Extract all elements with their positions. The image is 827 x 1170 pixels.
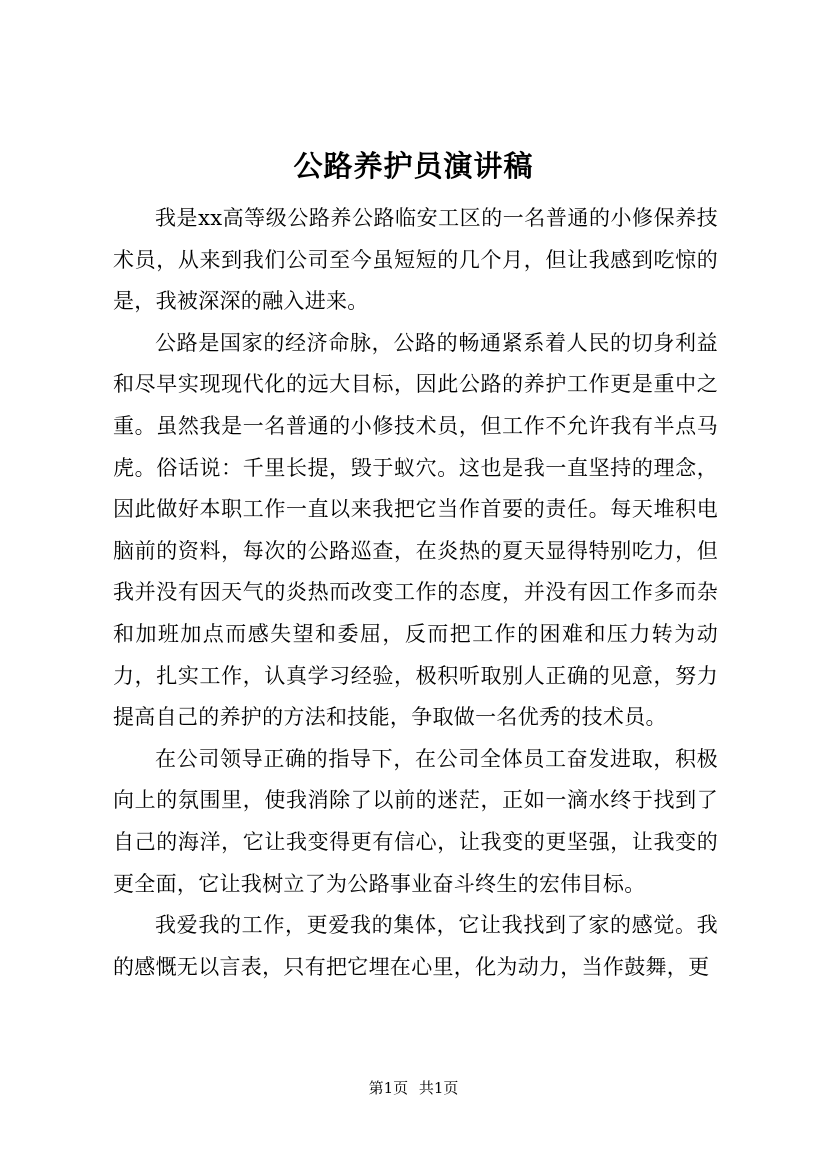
page-number: 第1页 <box>368 1079 409 1097</box>
paragraph: 公路是国家的经济命脉，公路的畅通紧系着人民的切身利益和尽早实现现代化的远大目标，因此公路的养护工作更是重中之重。虽然我是一名普通的小修技术员，但工作不允许我有半点马虎。俗话说：千里长提，毁于蚁穴。这也是我一直坚持的理念，因此做好本职工作一直以来我把它当作首要的责任。每天堆积电脑前的资料，每次的公路巡查，在炎热的夏天显得特别吃力，但我并没有因天气的炎热而改变工作的态度，并没有因工作多而杂和加班加点而感失望和委屈，反而把工作的困难和压力转为动力，扎实工作，认真学习经验，极积听取别人正确的见意，努力提高自己的养护的方法和技能，争取做一名优秀的技术员。 <box>113 330 718 730</box>
page-footer <box>0 1078 827 1098</box>
document-title: 公路养护员演讲稿 <box>293 149 534 183</box>
paragraph: 我爱我的工作，更爱我的集体，它让我找到了家的感觉。我的感慨无以言表，只有把它埋在心里，化为动力，当作鼓舞，更 <box>113 913 718 979</box>
document-body <box>113 198 718 988</box>
page-total: 共1页 <box>418 1079 459 1097</box>
paragraph: 我是xx高等级公路养公路临安工区的一名普通的小修保养技术员，从来到我们公司至今虽短短的几个月，但让我感到吃惊的是，我被深深的融入进来。 <box>113 206 718 314</box>
paragraph: 在公司领导正确的指导下，在公司全体员工奋发进取，积极向上的氛围里，使我消除了以前的迷茫，正如一滴水终于找到了自己的海洋，它让我变得更有信心，让我变的更坚强，让我变的更全面，它让我树立了为公路事业奋斗终生的宏伟目标。 <box>113 746 718 896</box>
